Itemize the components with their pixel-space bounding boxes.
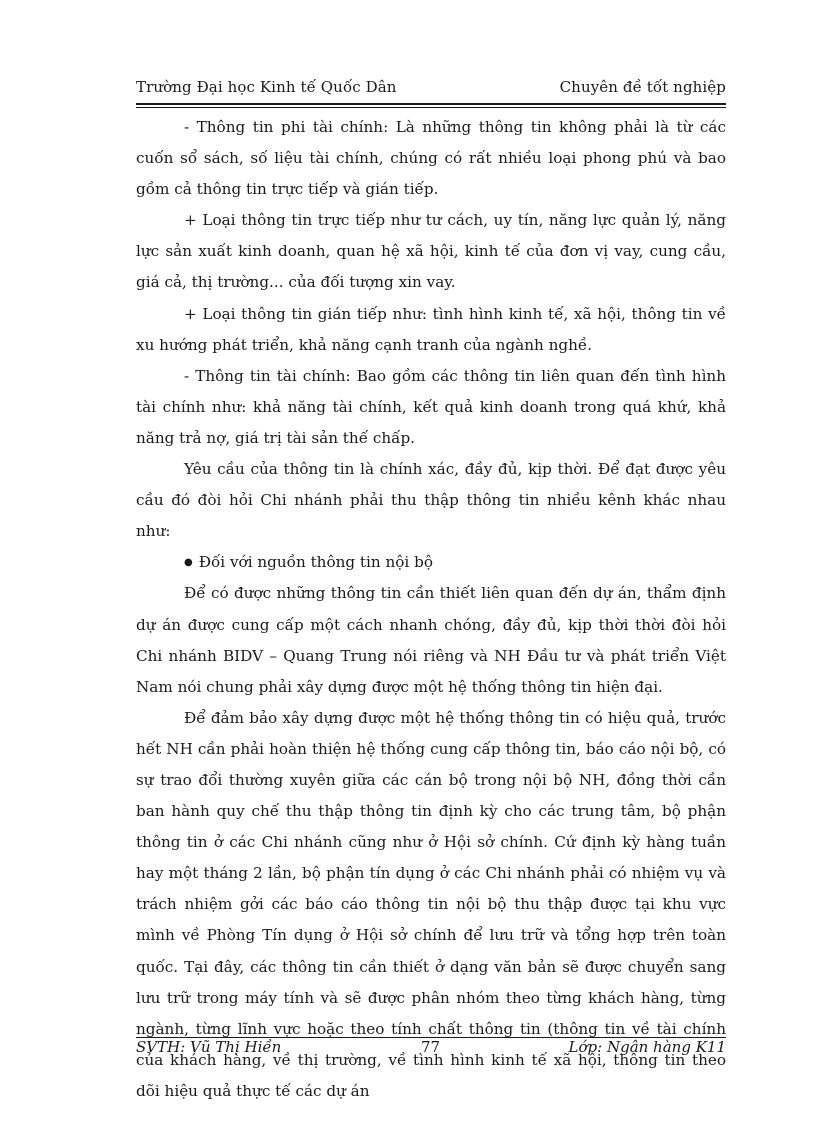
header-rule-thin — [136, 107, 726, 108]
paragraph-requirements: Yêu cầu của thông tin là chính xác, đầy đủ, kịp thời. Để đạt được yêu cầu đó đòi hỏi Chi nhánh phải thu thập thông tin nhiều kênh khác nhau như: — [136, 460, 726, 541]
paragraph-direct-info: + Loại thông tin trực tiếp như tư cách, uy tín, năng lực quản lý, năng lực sản xuất kinh doanh, quan hệ xã hội, kinh tế của đơn vị vay, cung cầu, giá cả, thị trường... của đối tượng xin vay. — [136, 211, 726, 292]
header-university: Trường Đại học Kinh tế Quốc Dân — [136, 78, 397, 96]
paragraph-non-financial-info: - Thông tin phi tài chính: Là những thông tin không phải là từ các cuốn sổ sách, số liệu tài chính, chúng có rất nhiều loại phong phú và bao gồm cả thông tin trực tiếp và gián tiếp. — [136, 118, 726, 199]
paragraph-effective-system: Để đảm bảo xây dựng được một hệ thống thông tin có hiệu quả, trước hết NH cần phải hoàn thiện hệ thống cung cấp thông tin, báo cáo nội bộ, có sự trao đổi thường xuyên giữa các cán bộ trong nội bộ NH, đồng thời cần ban hành quy chế thu thập thông tin định kỳ cho các trung tâm, bộ phận thông tin ở các Chi nhánh cũng như ở Hội sở chính. Cứ định kỳ hàng tuần hay một tháng 2 lần, bộ phận tín dụng ở các Chi nhánh phải có nhiệm vụ và trách nhiệm gởi các báo cáo thông tin nội bộ thu thập được tại khu vực mình về Phòng Tín dụng ở Hội sở chính để lưu trữ và tổng hợp trên toàn quốc. Tại đây, các thông tin cần thiết ở dạng văn bản sẽ được chuyển sang lưu trữ trong máy tính và sẽ được phân nhóm theo từng khách hàng, từng ngành, từng lĩnh vực hoặc theo tính chất thông tin (thông tin về tài chính của khách hàng, về thị trường, về tình hình kinh tế xã hội, thông tin theo dõi hiệu quả thực tế các dự án — [136, 708, 726, 1100]
paragraph-financial-info: - Thông tin tài chính: Bao gồm các thông tin liên quan đến tình hình tài chính như: khả năng tài chính, kết quả kinh doanh trong quá khứ, khả năng trả nợ, giá trị tài sản thế chấp. — [136, 366, 726, 447]
header-rule — [136, 103, 726, 105]
bullet-internal-sources — [136, 547, 726, 578]
paragraph-information-system: Để có được những thông tin cần thiết liên quan đến dự án, thẩm định dự án được cung cấp một cách nhanh chóng, đầy đủ, kịp thời thời đòi hỏi Chi nhánh BIDV – Quang Trung nói riêng và NH Đầu tư và phát triển Việt Nam nói chung phải xây dựng được một hệ thống thông tin hiện đại. — [136, 584, 726, 696]
page-footer — [136, 1038, 726, 1062]
footer-class: Lớp: Ngân hàng K11 — [568, 1038, 726, 1056]
page-header — [136, 72, 726, 104]
bullet-text: Đối với nguồn thông tin nội bộ — [198, 553, 433, 572]
footer-student: SVTH: Vũ Thị Hiền — [136, 1038, 282, 1056]
page-number: 77 — [421, 1038, 441, 1056]
header-report-type: Chuyên đề tốt nghiệp — [559, 78, 726, 96]
body-text — [136, 112, 726, 1107]
bullet-icon: ● — [184, 557, 193, 569]
paragraph-indirect-info: + Loại thông tin gián tiếp như: tình hình kinh tế, xã hội, thông tin về xu hướng phát triển, khả năng cạnh tranh của ngành nghề. — [136, 304, 726, 354]
